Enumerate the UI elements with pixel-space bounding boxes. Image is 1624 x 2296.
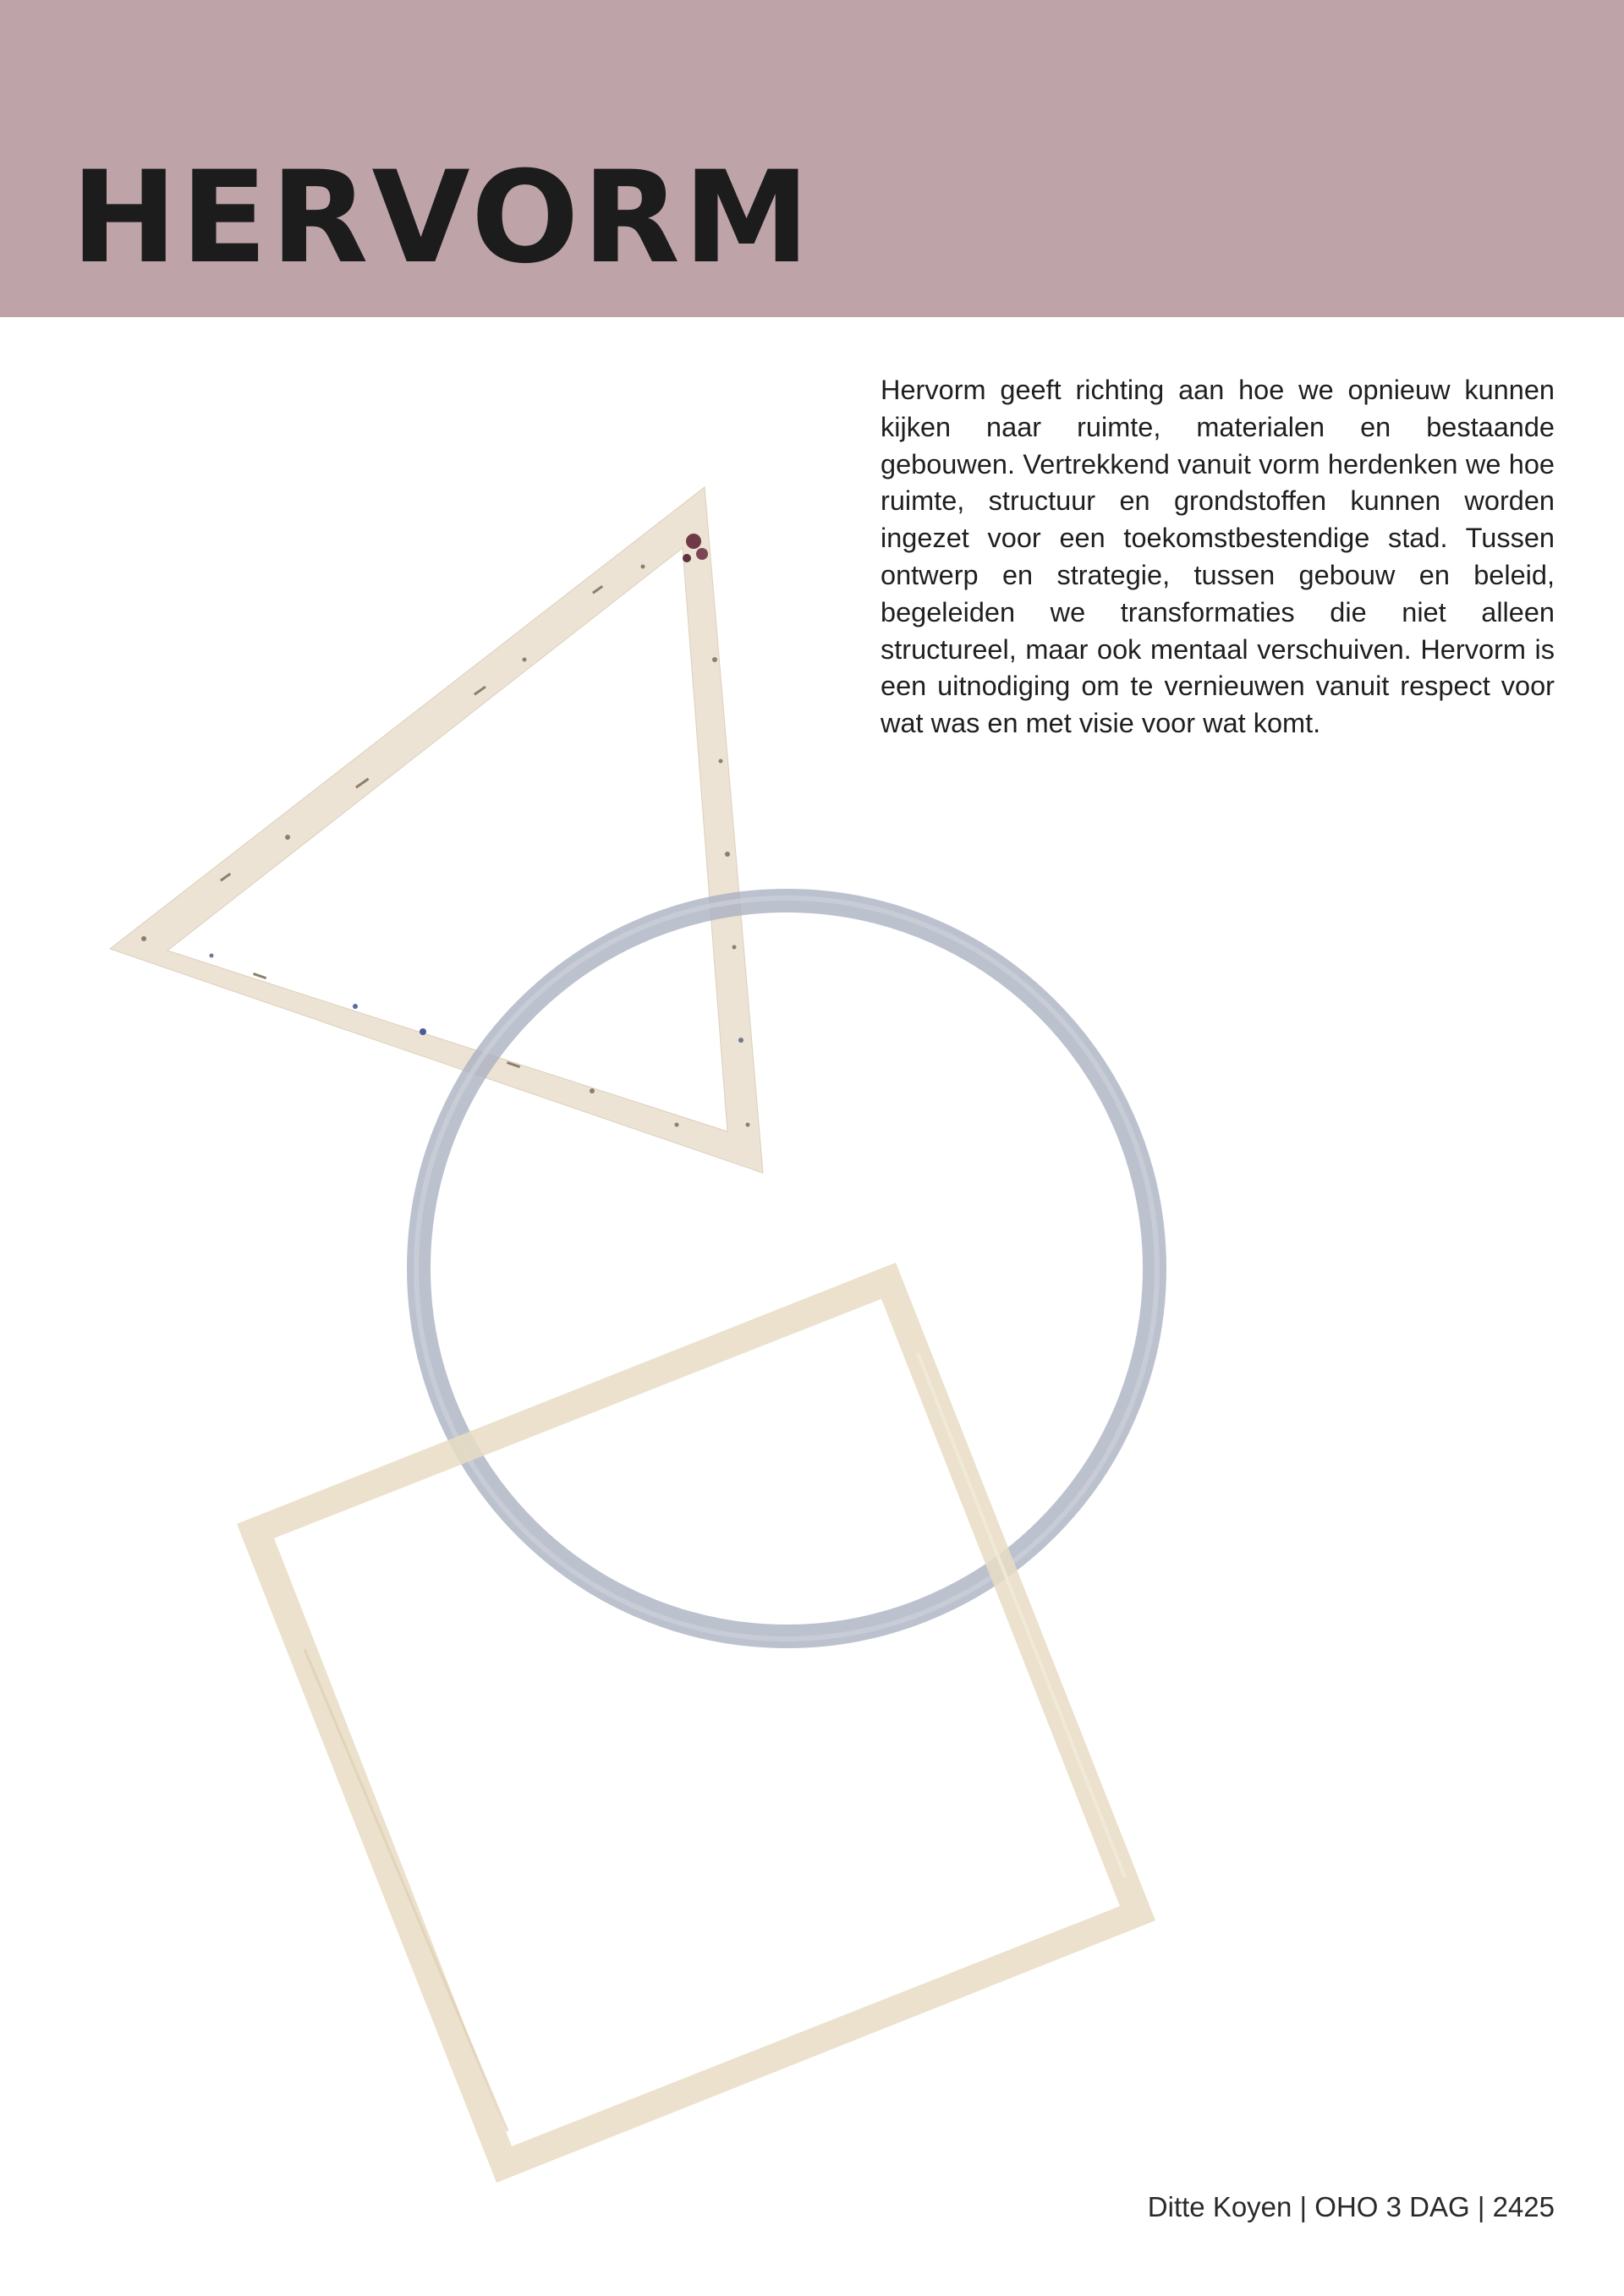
page-title: HERVORM (71, 145, 814, 292)
triangle-frame (110, 487, 763, 1173)
circle-ring (419, 901, 1155, 1636)
footer-credit: Ditte Koyen | OHO 3 DAG | 2425 (1147, 2191, 1555, 2222)
intro-paragraph: Hervorm geeft richting aan hoe we opnieuw kunnen kijken naar ruimte, materialen en bestaande gebouwen. Vertrekkend vanuit vorm herdenken we hoe ruimte, structuur en grondstoffen kunnen worden ingezet voor een toekomstbestendige stad. Tussen ontwerp en strategie, tussen gebouw en beleid, begeleiden we transformaties die niet alleen structureel, maar ook mentaal verschuiven. Hervorm is een uitnodiging om te vernieuwen vanuit respect voor wat was en met visie voor wat komt. (881, 375, 1555, 739)
square-frame (237, 1263, 1155, 2183)
triangle-speckles (141, 534, 750, 1127)
